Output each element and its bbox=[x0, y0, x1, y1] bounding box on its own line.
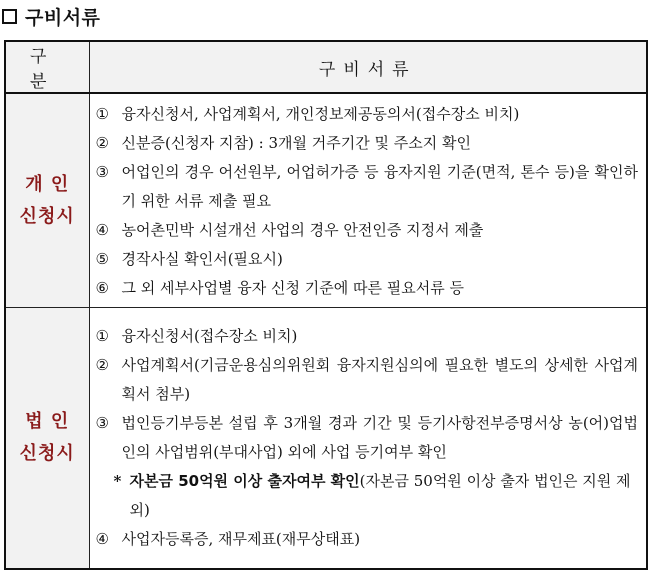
header-category: 구 분 bbox=[5, 41, 89, 93]
checkbox-square-icon bbox=[2, 9, 17, 24]
list-item: ② 사업계획서(기금운용심의위원회 융자지원심의에 필요한 별도의 상세한 사업계획서 첨부) bbox=[95, 356, 638, 403]
corporate-document-list bbox=[89, 308, 647, 569]
section-heading bbox=[2, 3, 100, 29]
individual-document-list bbox=[89, 93, 647, 308]
table-row-corporate bbox=[5, 308, 647, 569]
list-item: ⑥ 그 외 세부사업별 융자 신청 기준에 따른 필요서류 등 bbox=[95, 279, 464, 297]
capital-note-bold: 자본금 50억원 이상 출자여부 확인 bbox=[129, 472, 360, 490]
list-item: ③ 어업인의 경우 어선원부, 어업허가증 등 융자지원 기준(면적, 톤수 등)을 확인하기 위한 서류 제출 필요 bbox=[95, 163, 638, 210]
capital-note-rest: (자본금 50억원 이상 출자 법인은 지원 제외) bbox=[129, 472, 631, 519]
header-documents: 구비서류 bbox=[89, 41, 647, 93]
table-header-row bbox=[5, 41, 647, 93]
capital-note: * 자본금 50억원 이상 출자여부 확인(자본금 50억원 이상 출자 법인은 지원 제외) bbox=[113, 472, 631, 519]
list-item: ④ 농어촌민박 시설개선 사업의 경우 안전인증 지정서 제출 bbox=[95, 221, 484, 239]
list-item: ① 융자신청서(접수장소 비치) bbox=[95, 327, 298, 345]
category-corporate: 법 인 신청시 bbox=[5, 308, 89, 569]
list-item: ④ 사업자등록증, 재무제표(재무상태표) bbox=[95, 530, 361, 548]
list-item: ① 융자신청서, 사업계획서, 개인정보제공동의서(접수장소 비치) bbox=[95, 105, 520, 123]
section-title: 구비서류 bbox=[25, 6, 101, 29]
list-item: ③ 법인등기부등본 설립 후 3개월 경과 기간 및 등기사항전부증명서상 농(어)업법인의 사업범위(부대사업) 외에 사업 등기여부 확인 bbox=[95, 414, 638, 461]
list-item: ⑤ 경작사실 확인서(필요시) bbox=[95, 250, 283, 268]
category-individual: 개 인 신청시 bbox=[5, 93, 89, 308]
list-item: ② 신분증(신청자 지참) : 3개월 거주기간 및 주소지 확인 bbox=[95, 134, 471, 152]
required-documents-table bbox=[4, 40, 648, 570]
table-row-individual bbox=[5, 93, 647, 308]
